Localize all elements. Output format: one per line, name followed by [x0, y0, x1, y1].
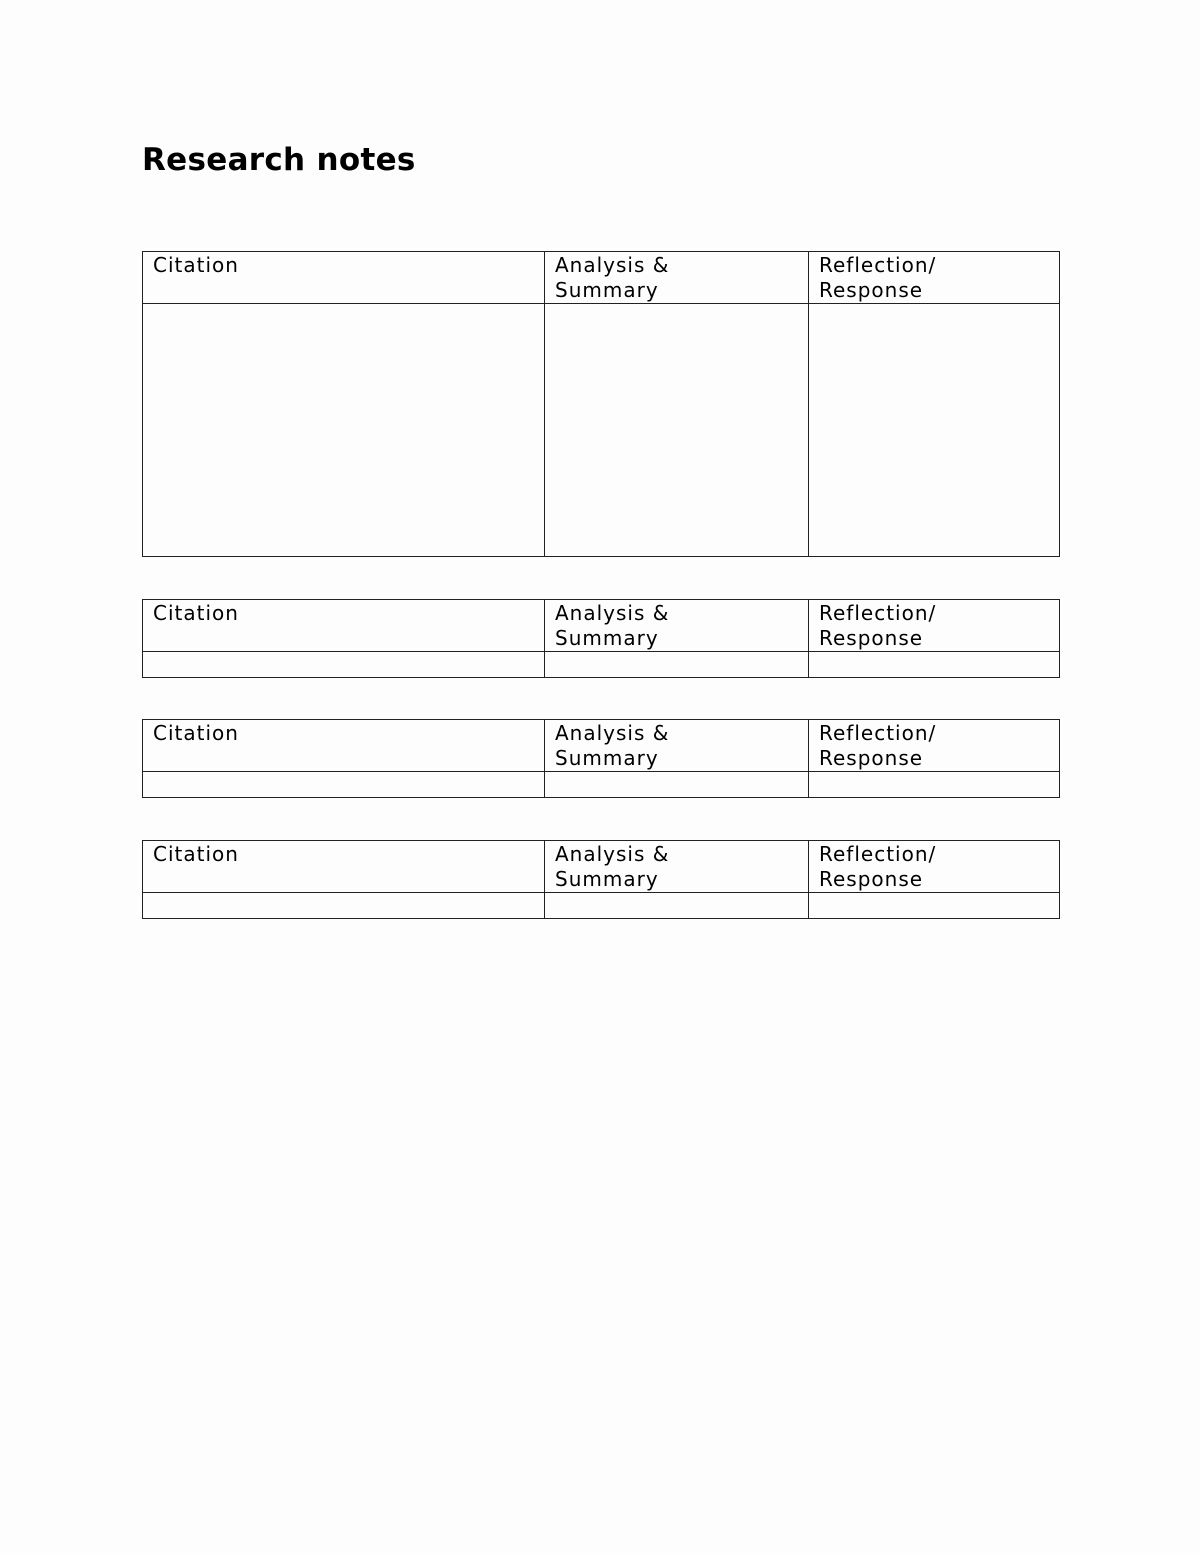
citation-cell[interactable]: [143, 772, 545, 798]
citation-header: Citation: [143, 252, 545, 304]
table-row: [143, 893, 1060, 919]
reflection-response-header: Reflection/ Response: [809, 720, 1060, 772]
reflection-cell[interactable]: [809, 652, 1060, 678]
research-notes-table-4: [142, 840, 1060, 919]
reflection-response-header: Reflection/ Response: [809, 841, 1060, 893]
table-header-row: [143, 841, 1060, 893]
page-title: Research notes: [142, 142, 416, 178]
reflection-cell[interactable]: [809, 893, 1060, 919]
reflection-response-header: Reflection/ Response: [809, 600, 1060, 652]
table-header-row: [143, 720, 1060, 772]
citation-header: Citation: [143, 600, 545, 652]
table-header-row: [143, 252, 1060, 304]
analysis-cell[interactable]: [545, 893, 809, 919]
table-row: [143, 304, 1060, 557]
analysis-cell[interactable]: [545, 652, 809, 678]
table-header-row: [143, 600, 1060, 652]
analysis-cell[interactable]: [545, 304, 809, 557]
research-notes-table-1: [142, 251, 1060, 557]
reflection-response-header: Reflection/ Response: [809, 252, 1060, 304]
reflection-cell[interactable]: [809, 772, 1060, 798]
table-row: [143, 652, 1060, 678]
analysis-cell[interactable]: [545, 772, 809, 798]
research-notes-table-2: [142, 599, 1060, 678]
analysis-summary-header: Analysis & Summary: [545, 252, 809, 304]
reflection-cell[interactable]: [809, 304, 1060, 557]
analysis-summary-header: Analysis & Summary: [545, 720, 809, 772]
citation-cell[interactable]: [143, 893, 545, 919]
table-row: [143, 772, 1060, 798]
citation-header: Citation: [143, 841, 545, 893]
analysis-summary-header: Analysis & Summary: [545, 600, 809, 652]
research-notes-table-3: [142, 719, 1060, 798]
analysis-summary-header: Analysis & Summary: [545, 841, 809, 893]
citation-cell[interactable]: [143, 304, 545, 557]
citation-header: Citation: [143, 720, 545, 772]
citation-cell[interactable]: [143, 652, 545, 678]
